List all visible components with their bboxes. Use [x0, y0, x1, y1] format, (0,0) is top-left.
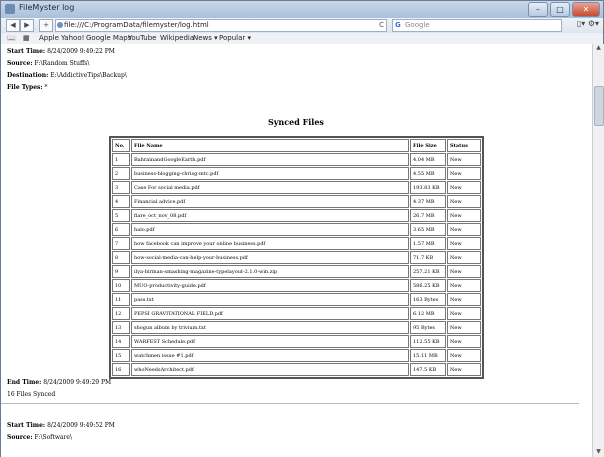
table-row	[112, 293, 481, 306]
gear-icon[interactable]: ⚙▾	[587, 19, 599, 28]
cell-no: 4	[112, 195, 130, 208]
cell-file-name: shogun album by trivium.txt	[131, 321, 409, 334]
bookmark-news[interactable]: News ▾	[193, 34, 218, 42]
search-input[interactable]	[392, 19, 562, 32]
cell-file-size: 586.25 KB	[410, 279, 446, 292]
destination-value: E:\AddictiveTips\Backup\	[50, 72, 127, 79]
start-time-line	[7, 48, 115, 55]
cell-file-name: BahrainandGoogleEarth.pdf	[131, 153, 409, 166]
cell-file-size: 193.83 KB	[410, 181, 446, 194]
table-row	[112, 251, 481, 264]
source-value-2: F:\Software\	[34, 434, 72, 441]
start-time-label-2: Start Time:	[7, 422, 46, 429]
table-row	[112, 209, 481, 222]
bookmark-wikipedia[interactable]: Wikipedia	[160, 34, 195, 42]
table-row	[112, 167, 481, 180]
minimize-button[interactable]: –	[528, 2, 548, 17]
cell-file-name: MUO-productivity-guide.pdf	[131, 279, 409, 292]
cell-no: 16	[112, 363, 130, 376]
table-row	[112, 335, 481, 348]
table-row	[112, 279, 481, 292]
page-content	[1, 44, 592, 457]
cell-status: New	[447, 153, 481, 166]
table-row	[112, 363, 481, 376]
file-types-line	[7, 84, 48, 91]
source-label: Source:	[7, 60, 33, 67]
table-row	[112, 181, 481, 194]
cell-status: New	[447, 167, 481, 180]
end-time-value: 8/24/2009 9:49:29 PM	[43, 379, 112, 386]
cell-file-size: 257.21 KB	[410, 265, 446, 278]
table-row	[112, 223, 481, 236]
cell-no: 12	[112, 307, 130, 320]
reload-icon[interactable]: C	[379, 21, 384, 29]
cell-file-size: 15.11 MB	[410, 349, 446, 362]
cell-status: New	[447, 279, 481, 292]
cell-status: New	[447, 209, 481, 222]
cell-file-size: 4.04 MB	[410, 153, 446, 166]
cell-file-name: how-social-media-can-help-your-business.pdf	[131, 251, 409, 264]
cell-file-size: 71.7 KB	[410, 251, 446, 264]
cell-status: New	[447, 349, 481, 362]
cell-file-size: 112.55 KB	[410, 335, 446, 348]
navigation-toolbar	[1, 18, 603, 33]
cell-no: 13	[112, 321, 130, 334]
file-types-value: *	[44, 84, 48, 91]
scroll-down-icon[interactable]: ▼	[596, 448, 601, 455]
end-time-label: End Time:	[7, 379, 42, 386]
col-header-file-size: File Size	[410, 139, 446, 152]
bookmark-popular[interactable]: Popular ▾	[219, 34, 251, 42]
add-tab-button[interactable]: +	[39, 19, 53, 32]
source-line	[7, 60, 89, 67]
cell-no: 14	[112, 335, 130, 348]
section-divider	[1, 403, 579, 404]
cell-no: 15	[112, 349, 130, 362]
cell-status: New	[447, 307, 481, 320]
google-icon: G	[395, 21, 401, 29]
cell-no: 9	[112, 265, 130, 278]
cell-no: 5	[112, 209, 130, 222]
window-title: FileMyster log	[19, 3, 75, 12]
cell-status: New	[447, 321, 481, 334]
destination-line	[7, 72, 127, 79]
synced-files-heading: Synced Files	[268, 117, 324, 127]
cell-file-name: halo.pdf	[131, 223, 409, 236]
cell-file-size: 1.57 MB	[410, 237, 446, 250]
back-button[interactable]: ◀	[6, 19, 20, 32]
bookmark-apple[interactable]: Apple	[39, 34, 59, 42]
cell-status: New	[447, 195, 481, 208]
table-row	[112, 321, 481, 334]
cell-file-size: 147.5 KB	[410, 363, 446, 376]
end-time-line	[7, 379, 111, 386]
cell-no: 2	[112, 167, 130, 180]
grid-icon[interactable]: ▦	[23, 34, 30, 42]
cell-file-size: 26.7 MB	[410, 209, 446, 222]
table-row	[112, 307, 481, 320]
cell-status: New	[447, 265, 481, 278]
synced-files-table	[109, 136, 484, 379]
source-line-2	[7, 434, 72, 441]
table-row	[112, 265, 481, 278]
maximize-button[interactable]: □	[550, 2, 570, 17]
start-time-label: Start Time:	[7, 48, 46, 55]
cell-file-name: flare_oct_nov_08.pdf	[131, 209, 409, 222]
search-placeholder: Google	[405, 21, 430, 29]
start-time-value: 8/24/2009 9:49:22 PM	[47, 48, 115, 55]
col-header-no: No.	[112, 139, 130, 152]
cell-status: New	[447, 223, 481, 236]
file-types-label: File Types:	[7, 84, 43, 91]
page-menu-icon[interactable]: ▯▾	[576, 19, 586, 28]
cell-no: 1	[112, 153, 130, 166]
col-header-status: Status	[447, 139, 481, 152]
vertical-scrollbar[interactable]	[592, 44, 604, 457]
cell-file-name: ilya-birman-smashing-magazine-typelayout-2.1.0-win.zip	[131, 265, 409, 278]
cell-file-name: watchmen issue #1.pdf	[131, 349, 409, 362]
app-icon	[5, 4, 15, 14]
cell-status: New	[447, 251, 481, 264]
cell-file-size: 3.65 MB	[410, 223, 446, 236]
cell-file-size: 95 Bytes	[410, 321, 446, 334]
cell-file-size: 4.37 MB	[410, 195, 446, 208]
forward-button[interactable]: ▶	[20, 19, 34, 32]
globe-icon	[57, 22, 63, 28]
source-label-2: Source:	[7, 434, 33, 441]
cell-status: New	[447, 363, 481, 376]
cell-no: 10	[112, 279, 130, 292]
cell-file-size: 6.12 MB	[410, 307, 446, 320]
cell-no: 6	[112, 223, 130, 236]
cell-status: New	[447, 237, 481, 250]
cell-file-name: Case For social media.pdf	[131, 181, 409, 194]
scroll-up-icon[interactable]: ▲	[596, 44, 601, 51]
destination-label: Destination:	[7, 72, 49, 79]
table-row	[112, 349, 481, 362]
table-header-row	[112, 139, 481, 152]
cell-status: New	[447, 335, 481, 348]
start-time-value-2: 8/24/2009 9:49:52 PM	[47, 422, 115, 429]
table-row	[112, 195, 481, 208]
address-url: file:///C:/ProgramData/filemyster/log.html	[64, 21, 209, 29]
cell-file-name: PEPSI GRAVITATIONAL FIELD.pdf	[131, 307, 409, 320]
cell-status: New	[447, 181, 481, 194]
cell-file-name: how facebook can improve your online business.pdf	[131, 237, 409, 250]
cell-file-name: Financial advice.pdf	[131, 195, 409, 208]
table-row	[112, 153, 481, 166]
files-synced-summary: 16 Files Synced	[7, 391, 56, 398]
book-icon[interactable]: 📖	[7, 34, 16, 42]
cell-no: 8	[112, 251, 130, 264]
source-value: F:\Random Stuffs\	[34, 60, 90, 67]
address-bar[interactable]	[55, 19, 387, 32]
cell-file-name: pass.txt	[131, 293, 409, 306]
cell-no: 11	[112, 293, 130, 306]
cell-file-name: WARFEST Schedule.pdf	[131, 335, 409, 348]
col-header-file-name: File Name	[131, 139, 409, 152]
bookmark-youtube[interactable]: YouTube	[128, 34, 157, 42]
cell-file-size: 4.55 MB	[410, 167, 446, 180]
bookmark-google-maps[interactable]: Google Maps	[86, 34, 132, 42]
cell-no: 3	[112, 181, 130, 194]
cell-no: 7	[112, 237, 130, 250]
start-time-line-2	[7, 422, 115, 429]
cell-file-size: 163 Bytes	[410, 293, 446, 306]
table-row	[112, 237, 481, 250]
title-bar[interactable]	[1, 1, 603, 18]
cell-file-name: business-blogging-chrisg-mtc.pdf	[131, 167, 409, 180]
bookmark-yahoo[interactable]: Yahoo!	[61, 34, 85, 42]
close-button[interactable]: ✕	[572, 2, 600, 17]
cell-status: New	[447, 293, 481, 306]
cell-file-name: whoNeedsArchitect.pdf	[131, 363, 409, 376]
scrollbar-thumb[interactable]	[594, 86, 604, 126]
